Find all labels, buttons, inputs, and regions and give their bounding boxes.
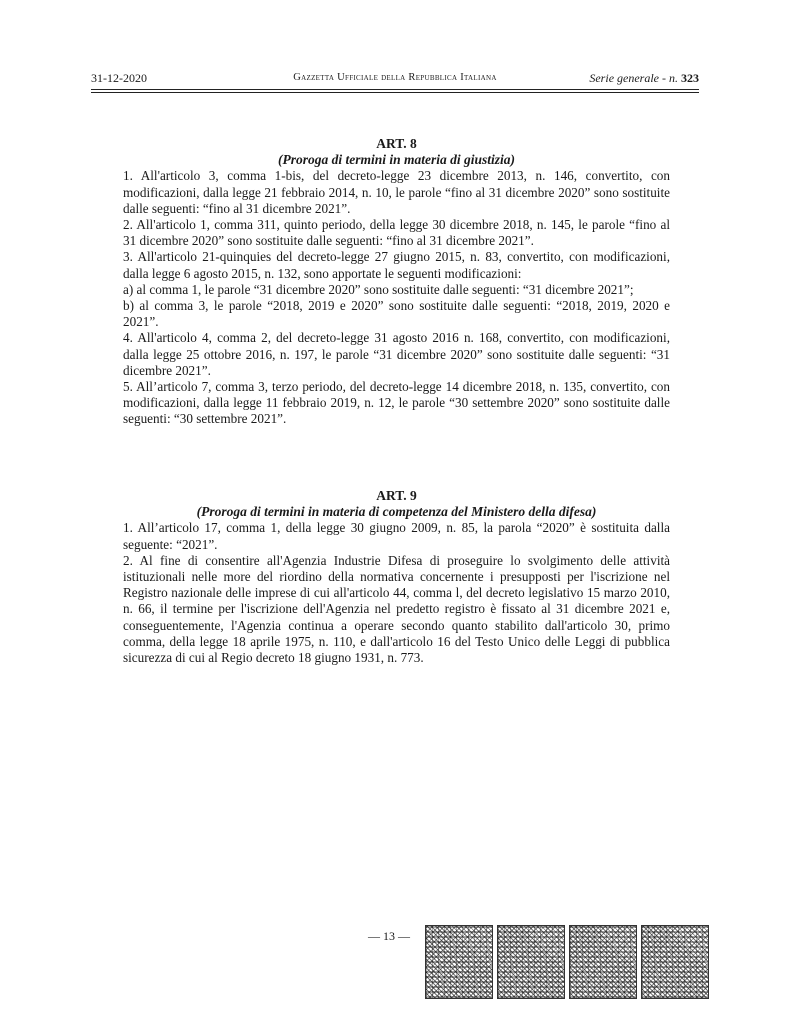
datamatrix-code-1 <box>425 925 493 999</box>
header-rule-bottom <box>91 92 699 93</box>
article-8-paragraph: a) al comma 1, le parole “31 dicembre 2020” sono sostituite dalle seguenti: “31 dicembre 2021”; <box>123 281 634 297</box>
datamatrix-code-4 <box>641 925 709 999</box>
article-9 <box>123 488 670 666</box>
article-9-subtitle: (Proroga di termini in materia di competenza del Ministero della difesa) <box>196 504 597 520</box>
article-8-paragraph: 2. All'articolo 1, comma 311, quinto periodo, della legge 30 dicembre 2018, n. 145, le parole “fino al 31 dicembre 2020” sono sostituite dalle seguenti: “fino al 31 dicembre 2021”. <box>123 217 670 249</box>
header-date: 31-12-2020 <box>91 71 147 85</box>
page-header <box>91 69 699 89</box>
article-9-title: ART. 9 <box>376 488 417 503</box>
datamatrix-code-2 <box>497 925 565 999</box>
article-8-paragraph: b) al comma 3, le parole “2018, 2019 e 2020” sono sostituite dalle seguenti: “2018, 2019, 2020 e 2021”. <box>123 298 670 330</box>
page-number: — 13 — <box>368 929 410 943</box>
article-8-paragraph: 1. All'articolo 3, comma 1-bis, del decreto-legge 23 dicembre 2013, n. 146, convertito, con modificazioni, dalla legge 21 febbraio 2014, n. 10, le parole “fino al 31 dicembre 2020” sono sostituite dalle seguenti: “fino al 31 dicembre 2021”. <box>123 168 670 216</box>
header-publication-title: Gazzetta Ufficiale della Repubblica Italiana <box>293 72 497 83</box>
datamatrix-code-3 <box>569 925 637 999</box>
article-8-title: ART. 8 <box>376 136 417 151</box>
article-8-subtitle: (Proroga di termini in materia di giustizia) <box>277 152 516 168</box>
header-serie <box>589 71 699 86</box>
header-rule-top <box>91 89 699 90</box>
serie-number: 323 <box>681 71 699 85</box>
article-8-paragraph: 4. All'articolo 4, comma 2, del decreto-legge 31 agosto 2016 n. 168, convertito, con modificazioni, dalla legge 25 ottobre 2016, n. 197, le parole “31 dicembre 2020” sono sostituite dalle seguenti: “31 dicembre 2021”. <box>123 330 670 378</box>
article-9-paragraph: 2. Al fine di consentire all'Agenzia Industrie Difesa di proseguire lo svolgimento delle attività istituzionali nelle more del riordino della normativa concernente i presupposti per l'iscrizione nel Registro nazionale delle imprese di cui all'articolo 44, comma l, del decreto legislativo 15 marzo 2010, n. 66, il termine per l'iscrizione dell'Agenzia nel predetto registro è fissato al 31 dicembre 2021 e, conseguentemente, l'Agenzia continua a operare secondo quanto stabilito dall'articolo 30, primo comma, della legge 18 aprile 1975, n. 110, e dall'articolo 16 del Testo Unico delle Leggi di pubblica sicurezza di cui al Regio decreto 18 giugno 1931, n. 773. <box>123 552 670 666</box>
serie-label: Serie generale - n. <box>589 71 678 85</box>
article-9-paragraph: 1. All’articolo 17, comma 1, della legge 30 giugno 2009, n. 85, la parola “2020” è sostituita dalla seguente: “2021”. <box>123 520 670 552</box>
article-8-paragraph: 5. All’articolo 7, comma 3, terzo periodo, del decreto-legge 14 dicembre 2018, n. 135, convertito, con modificazioni, dalla legge 11 febbraio 2019, n. 12, le parole “30 settembre 2020” sono sostituite dalle seguenti: “30 settembre 2021”. <box>123 379 670 427</box>
article-8-paragraph: 3. All'articolo 21-quinquies del decreto-legge 27 giugno 2015, n. 83, convertito, con modificazioni, dalla legge 6 agosto 2015, n. 132, sono apportate le seguenti modificazioni: <box>123 249 670 281</box>
article-8 <box>123 136 670 428</box>
